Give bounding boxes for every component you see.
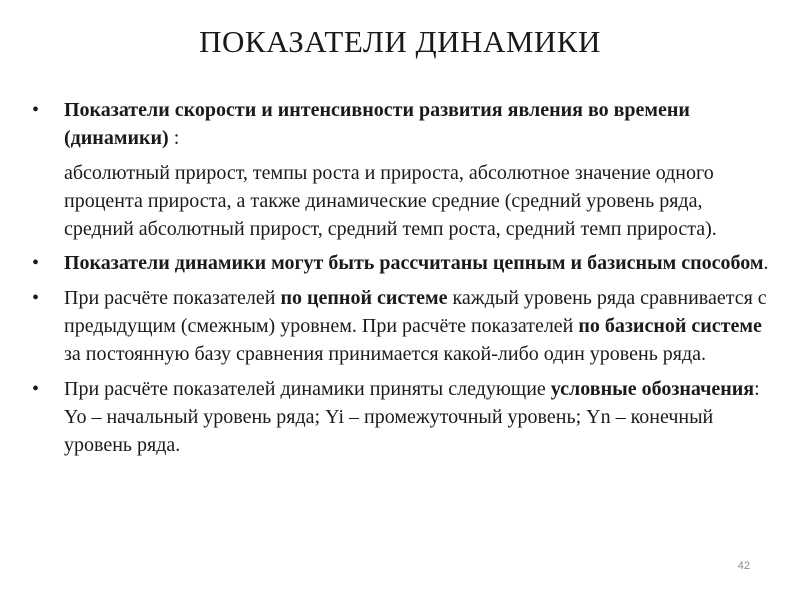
bullet-icon: • [32, 287, 40, 309]
base-system-term: по базисной системе [578, 315, 762, 337]
methods-period: . [763, 252, 769, 274]
notation-term: условные обозначения [550, 378, 755, 400]
indicators-heading: Показатели скорости и интенсивности развития явления во времени (динамики) [64, 99, 690, 149]
slide-title: ПОКАЗАТЕЛИ ДИНАМИКИ [199, 24, 601, 59]
chain-text-1: При расчёте показателей [64, 287, 281, 309]
bullet-icon: • [32, 252, 40, 274]
page-number: 42 [737, 560, 750, 572]
chain-text-3: за постоянную базу сравнения принимается какой-либо один уровень ряда. [64, 343, 707, 365]
bullet-icon: • [32, 378, 40, 400]
indicators-colon: : [168, 127, 180, 149]
indicators-list-text: абсолютный прирост, темпы роста и прироста, абсолютное значение одного процента прироста, а также динамические средние (средний уровень ряда, средний абсолютный прирост, средний темп роста, средний темп прироста). [64, 162, 717, 240]
bullet-item-chain-base [30, 284, 770, 368]
notation-text-2: : Yo – начальный уровень ряда; Yi – промежуточный уровень; Yn – конечный уровень ряда. [64, 378, 760, 456]
bullet-item-indicators [30, 96, 770, 152]
chain-text-2: каждый уровень ряда сравнивается с предыдущим (смежным) уровнем. При расчёте показателей [64, 287, 767, 337]
methods-heading: Показатели динамики могут быть рассчитаны цепным и базисным способом [64, 252, 764, 274]
bullet-item-methods [30, 249, 770, 277]
slide-content [30, 96, 770, 466]
bullet-icon: • [32, 99, 40, 121]
chain-system-term: по цепной системе [280, 287, 448, 309]
notation-text-1: При расчёте показателей динамики приняты следующие [64, 378, 551, 400]
bullet-item-notation [30, 375, 770, 459]
